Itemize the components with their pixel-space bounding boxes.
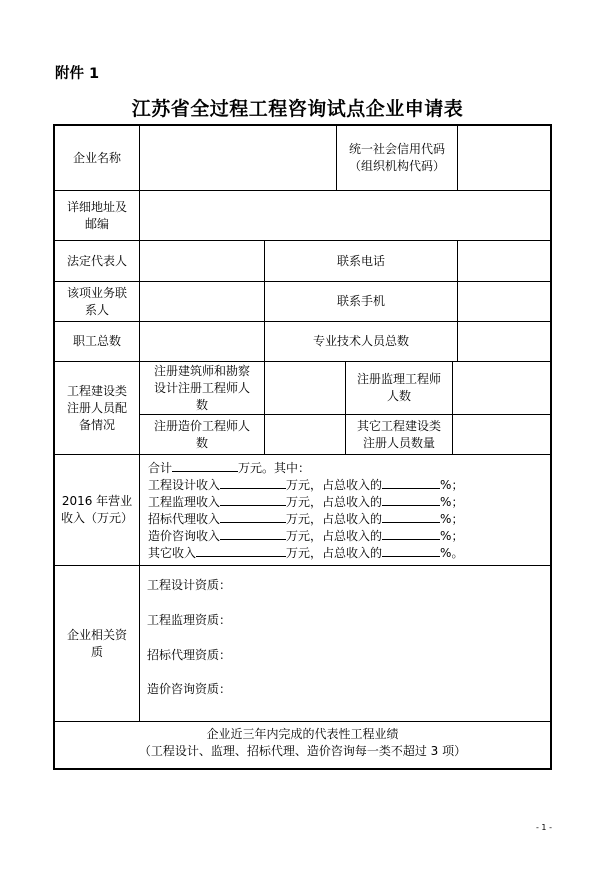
revenue-design-line: 工程设计收入 万元，占总收入的 %； xyxy=(148,478,464,492)
revenue-bidding-line: 招标代理收入 万元，占总收入的 %； xyxy=(148,512,464,526)
other-registered-field[interactable] xyxy=(453,415,550,454)
revenue-bidding-percent-blank[interactable] xyxy=(382,510,440,523)
phone-label: 联系电话 xyxy=(336,253,385,268)
revenue-cost-consulting-percent-blank[interactable] xyxy=(382,527,440,540)
legal-rep-label: 法定代表人 xyxy=(66,253,127,268)
revenue-total-line: 合计 万元。其中： xyxy=(148,461,311,475)
performance-heading-line-2: （工程设计、监理、招标代理、造价咨询每一类不超过 3 项） xyxy=(138,744,467,758)
revenue-bidding-blank[interactable] xyxy=(220,510,286,523)
revenue-supervision-blank[interactable] xyxy=(220,493,286,506)
application-form-table xyxy=(53,124,552,770)
business-contact-label: 该项业务联 系人 xyxy=(66,285,127,317)
legal-rep-field[interactable] xyxy=(140,241,264,281)
supervision-qualification-line[interactable]: 工程监理资质： xyxy=(147,613,232,627)
row-divider xyxy=(55,721,550,722)
design-qualification-line[interactable]: 工程设计资质： xyxy=(147,578,232,592)
staff-total-label: 职工总数 xyxy=(72,334,121,348)
revenue-design-percent-blank[interactable] xyxy=(382,476,440,489)
phone-field[interactable] xyxy=(458,241,550,281)
architect-count-label: 注册建筑师和勘察 设计注册工程师人 数 xyxy=(153,363,250,412)
supervisor-count-field[interactable] xyxy=(453,362,550,414)
revenue-cost-consulting-line: 造价咨询收入 万元，占总收入的 %； xyxy=(148,529,464,543)
mobile-field[interactable] xyxy=(458,282,550,321)
address-field[interactable] xyxy=(140,191,550,240)
revenue-total-blank[interactable] xyxy=(172,459,238,472)
registered-personnel-label: 工程建设类 注册人员配 备情况 xyxy=(66,383,127,432)
performance-heading-line-1: 企业近三年内完成的代表性工程业绩 xyxy=(206,727,399,741)
attachment-label: 附件 1 xyxy=(55,66,100,82)
cost-consulting-qualification-line[interactable]: 造价咨询资质： xyxy=(147,682,232,696)
form-title: 江苏省全过程工程咨询试点企业申请表 xyxy=(131,98,464,120)
revenue-other-line: 其它收入 万元，占总收入的 %。 xyxy=(148,546,464,560)
cost-engineer-count-label: 注册造价工程师人 数 xyxy=(153,418,250,450)
company-name-field[interactable] xyxy=(140,126,336,190)
mobile-label: 联系手机 xyxy=(336,294,385,308)
architect-count-field[interactable] xyxy=(265,362,345,414)
company-name-label: 企业名称 xyxy=(72,150,121,165)
cost-engineer-count-field[interactable] xyxy=(265,415,345,454)
revenue-design-blank[interactable] xyxy=(220,476,286,489)
bidding-qualification-line[interactable]: 招标代理资质： xyxy=(147,648,232,662)
business-contact-field[interactable] xyxy=(140,282,264,321)
supervisor-count-label: 注册监理工程师 人数 xyxy=(356,372,441,403)
credit-code-field[interactable] xyxy=(458,126,550,190)
other-registered-label: 其它工程建设类 注册人员数量 xyxy=(356,418,441,450)
performance-heading xyxy=(55,726,550,760)
revenue-supervision-percent-blank[interactable] xyxy=(382,493,440,506)
revenue-other-percent-blank[interactable] xyxy=(382,544,440,557)
revenue-other-blank[interactable] xyxy=(196,544,286,557)
revenue-supervision-line: 工程监理收入 万元，占总收入的 %； xyxy=(148,495,464,509)
tech-staff-label: 专业技术人员总数 xyxy=(312,334,409,348)
address-label: 详细地址及 邮编 xyxy=(66,199,127,231)
tech-staff-field[interactable] xyxy=(458,322,550,361)
qualifications-label: 企业相关资 质 xyxy=(66,627,127,659)
page-number: - 1 - xyxy=(536,823,552,832)
revenue-cost-consulting-blank[interactable] xyxy=(220,527,286,540)
revenue-label: 2016 年营业 收入（万元） xyxy=(60,494,133,525)
credit-code-label: 统一社会信用代码 （组织机构代码） xyxy=(348,142,445,173)
staff-total-field[interactable] xyxy=(140,322,264,361)
